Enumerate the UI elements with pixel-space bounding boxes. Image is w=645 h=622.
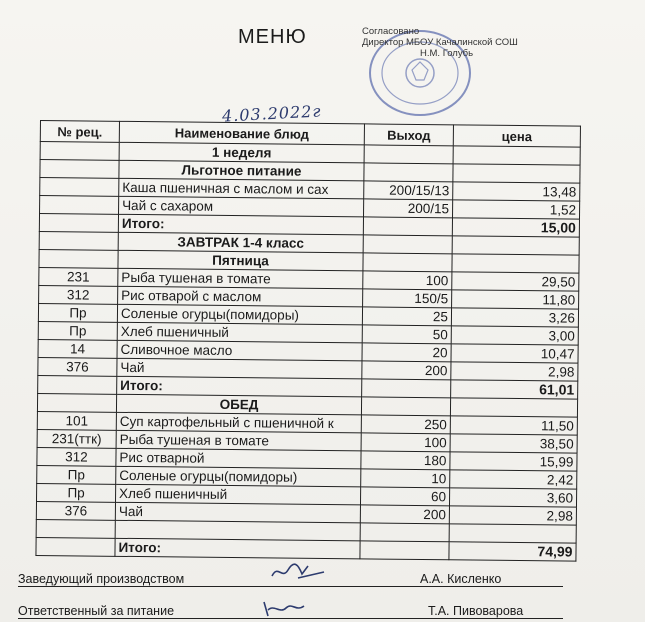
dish-price: 3,26: [451, 308, 578, 327]
section-label: 1 неделя: [119, 142, 364, 163]
recipe-number: 376: [36, 501, 115, 520]
price-cell: [449, 524, 576, 543]
section-label: Льготное питание: [119, 160, 364, 181]
dish-name: Хлеб пшеничный: [116, 484, 361, 505]
recipe-number: 231: [39, 267, 118, 286]
rec-cell: [40, 160, 119, 179]
total-label: Итого:: [118, 214, 363, 235]
column-header-output: Выход: [364, 124, 453, 146]
manager-label: Заведующий производством: [18, 572, 185, 586]
column-header-name: Наименование блюд: [119, 121, 364, 145]
recipe-number: 231(ттк): [37, 429, 116, 448]
output-cell: [363, 217, 452, 236]
portion-output: 60: [360, 487, 449, 506]
recipe-number: Пр: [38, 303, 117, 322]
recipe-number: 101: [37, 411, 116, 430]
dish-price: 2,98: [451, 362, 578, 381]
approval-block: [362, 26, 582, 59]
portion-output: 200/15: [364, 199, 453, 218]
recipe-number: 312: [39, 285, 118, 304]
portion-output: 10: [361, 469, 450, 488]
rec-cell: [38, 375, 117, 394]
approval-line: Н.М. Голубь: [420, 48, 474, 59]
dish-name: Каша пшеничная с маслом и сах: [119, 178, 364, 199]
page-title: МЕНЮ: [238, 26, 307, 48]
price-cell: [453, 146, 580, 165]
responsible-signature: [258, 598, 318, 620]
recipe-number: [40, 178, 119, 197]
column-header-rec: № рец.: [40, 121, 119, 143]
output-cell: [364, 145, 453, 164]
dish-name: Сливочное масло: [117, 340, 362, 361]
approval-line: Согласовано: [362, 26, 420, 37]
dish-name: Рыба тушеная в томате: [116, 430, 361, 451]
portion-output: 200/15/13: [364, 181, 453, 200]
dish-name: Чай: [117, 358, 362, 379]
portion-output: 25: [362, 307, 451, 326]
output-cell: [364, 163, 453, 182]
dish-price: 2,98: [449, 506, 576, 525]
dish-price: 1,52: [452, 200, 579, 219]
responsible-label: Ответственный за питание: [18, 604, 175, 618]
rec-cell: [36, 519, 115, 538]
output-cell: [360, 541, 449, 560]
menu-table-wrapper: [35, 120, 577, 561]
section-label: ЗАВТРАК 1-4 класс: [118, 232, 363, 253]
dish-price: 38,50: [450, 434, 577, 453]
output-cell: [360, 523, 449, 542]
output-cell: [363, 253, 452, 272]
manager-signature: [268, 560, 328, 582]
price-cell: [452, 254, 579, 273]
dish-name: Чай с сахаром: [119, 196, 364, 217]
recipe-number: 14: [38, 339, 117, 358]
section-label: ОБЕД: [116, 394, 361, 415]
dish-name: Чай: [115, 502, 360, 523]
recipe-number: Пр: [37, 483, 116, 502]
manager-name: А.А. Кисленко: [420, 572, 502, 586]
rec-cell: [37, 393, 116, 412]
price-cell: [452, 236, 579, 255]
rec-cell: [39, 214, 118, 233]
portion-output: 200: [362, 361, 451, 380]
portion-output: 200: [360, 505, 449, 524]
portion-output: 150/5: [363, 289, 452, 308]
column-header-price: цена: [453, 125, 580, 147]
rec-cell: [40, 142, 119, 161]
handwritten-date: 4.03.2022г: [221, 101, 322, 126]
recipe-number: 376: [38, 357, 117, 376]
dish-name: Суп картофельный с пшеничной к: [116, 412, 361, 433]
rec-cell: [39, 231, 118, 250]
dish-price: 13,48: [453, 182, 580, 201]
output-cell: [361, 397, 450, 416]
dish-price: 2,42: [450, 470, 577, 489]
dish-price: 3,60: [449, 488, 576, 507]
portion-output: 100: [363, 271, 452, 290]
portion-output: 100: [361, 433, 450, 452]
recipe-number: Пр: [38, 321, 117, 340]
recipe-number: [40, 196, 119, 215]
portion-output: 180: [361, 451, 450, 470]
total-price: 74,99: [449, 542, 576, 561]
total-label: Итого:: [117, 376, 362, 397]
total-label: Итого:: [115, 538, 360, 559]
dish-price: 29,50: [452, 272, 579, 291]
menu-table-body: [36, 142, 580, 562]
menu-table: [35, 120, 581, 562]
dish-price: 15,99: [450, 452, 577, 471]
section-label: Пятница: [118, 250, 363, 271]
dish-price: 11,80: [452, 290, 579, 309]
dish-price: 11,50: [450, 416, 577, 435]
portion-output: 50: [362, 325, 451, 344]
total-price: 15,00: [452, 218, 579, 237]
dish-price: 10,47: [451, 344, 578, 363]
rec-cell: [36, 537, 115, 556]
portion-output: 20: [362, 343, 451, 362]
total-price: 61,01: [451, 380, 578, 399]
responsible-name: Т.А. Пивоварова: [428, 604, 524, 618]
dish-name: Рис отварой с маслом: [118, 286, 363, 307]
price-cell: [450, 398, 577, 417]
dish-name: Соленые огурцы(помидоры): [117, 304, 362, 325]
recipe-number: 312: [37, 447, 116, 466]
portion-output: 250: [361, 415, 450, 434]
dish-name: Соленые огурцы(помидоры): [116, 466, 361, 487]
dish-name: Рис отварной: [116, 448, 361, 469]
price-cell: [453, 164, 580, 183]
dish-price: 3,00: [451, 326, 578, 345]
approval-line: Директор МБОУ Качалинской СОШ: [362, 37, 518, 48]
signature-line: [18, 586, 563, 587]
dish-name: Рыба тушеная в томате: [118, 268, 363, 289]
output-cell: [362, 379, 451, 398]
recipe-number: Пр: [37, 465, 116, 484]
dish-name: Хлеб пшеничный: [117, 322, 362, 343]
rec-cell: [39, 249, 118, 268]
output-cell: [363, 235, 452, 254]
